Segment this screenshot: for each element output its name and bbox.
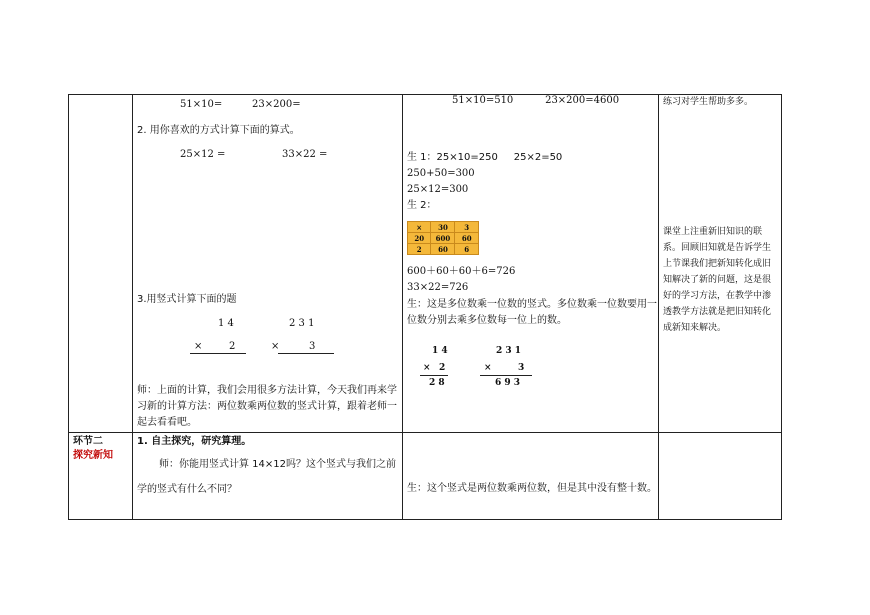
teacher-explanation: 师：上面的计算，我们会用很多方法计算，今天我们再来学习新的计算方法：两位数乘两位数的竖式计算，跟着老师一起去看看吧。 [137,385,397,428]
question-2-title: 2. 用你喜欢的方式计算下面的算式。 [137,125,300,136]
vertical-1-top: 1 4 [218,318,234,329]
multiplication-grid [407,221,479,255]
section-2-teacher-question: 师：你能用竖式计算 14×12吗？这个竖式与我们之前学的竖式有什么不同？ [137,459,397,495]
vertical-2-top: 2 3 1 [289,318,315,329]
grid-cell: 2 [408,244,431,255]
table-bottom-border [68,519,782,520]
answers-line: 51×10=510 23×200=4600 [452,95,620,106]
vertical-1-op: × [194,341,203,352]
grid-cell: 60 [455,233,479,244]
student-2-label: 生 2： [407,200,437,211]
question-3-title: 3.用竖式计算下面的题 [137,294,237,305]
column-calc-1-op: × [423,363,431,373]
section-label: 环节二 [73,436,103,447]
grid-cell: 3 [455,222,479,233]
sum-line: 600＋60＋60＋6=726 [407,266,516,277]
col-border-1 [132,94,133,520]
column-calc-2-op: × [484,363,492,373]
grid-cell: 600 [431,233,455,244]
grid-cell: 60 [431,244,455,255]
grid-cell: 30 [431,222,455,233]
design-note-2: 课堂上注重新旧知识的联系。回顾旧知就是告诉学生上节课我们把新知转化成旧知解决了新的问题，这是很好的学习方法，在教学中渗透教学方法就是把旧知转化成新知来解决。 [663,227,772,333]
grid-cell: × [408,222,431,233]
vertical-2-op: × [271,341,280,352]
grid-cell: 20 [408,233,431,244]
column-calc-1-mul: 2 [439,363,446,373]
student-1-line-3: 25×12=300 [407,184,469,195]
column-calc-2-result: 6 9 3 [495,378,521,388]
column-calc-2-top: 2 3 1 [496,346,522,356]
vertical-2-bottom: 3 [309,341,316,352]
column-calc-2-mul: 3 [518,363,525,373]
exercise-25x12: 25×12 = [180,149,226,160]
sum-result: 33×22=726 [407,282,469,293]
row-divider [68,432,782,433]
col-border-2 [402,94,403,520]
section-2-title: 1. 自主探究，研究算理。 [137,436,252,447]
vertical-1-bottom: 2 [229,341,236,352]
grid-cell: 6 [455,244,479,255]
student-1-line-1: 生 1：25×10=250 25×2=50 [407,152,563,163]
column-calc-1-top: 1 4 [432,346,448,356]
exercise-23x200: 23×200= [252,99,301,110]
student-explanation: 生：这是多位数乘一位数的竖式。多位数乘一位数要用一位数分别去乘多位数每一位上的数。 [407,299,657,326]
vertical-1-underline [190,353,246,354]
col-border-left [68,94,69,520]
exercise-51x10: 51×10= [180,99,223,110]
column-calc-1-result: 2 8 [429,378,445,388]
exercise-33x22: 33×22 = [282,149,328,160]
col-border-right [781,94,782,520]
student-1-line-2: 250+50=300 [407,168,475,179]
vertical-2-underline [278,353,334,354]
section-name: 探究新知 [73,450,113,461]
design-note-1: 练习对学生帮助多多。 [663,97,754,107]
student-answer: 生：这个竖式是两位数乘两位数，但是其中没有整十数。 [407,483,657,494]
col-border-3 [658,94,659,520]
